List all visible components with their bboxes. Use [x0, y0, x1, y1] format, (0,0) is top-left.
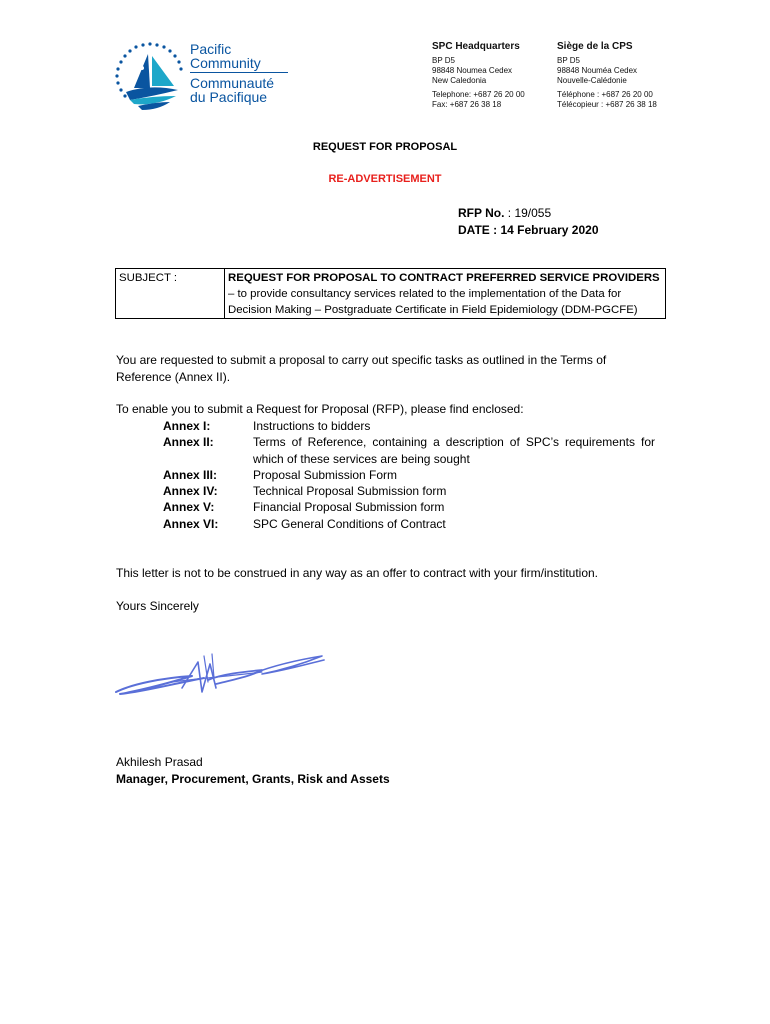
subject-table	[115, 268, 666, 319]
intro-paragraph: You are requested to submit a proposal to carry out specific tasks as outlined in the Terms of Reference (Annex II).	[116, 353, 607, 384]
annex-label: Annex III:	[163, 467, 218, 482]
disclaimer-paragraph: This letter is not to be construed in any way as an offer to contract with your firm/institution.	[116, 566, 599, 580]
annex-row	[163, 483, 663, 499]
annex-description: Instructions to bidders	[253, 419, 371, 433]
hq-en-heading: SPC Headquarters	[432, 41, 520, 52]
rfp-date: DATE : 14 February 2020	[458, 223, 599, 237]
hq-fr-line-3: Nouvelle-Calédonie	[557, 76, 627, 85]
subject-text: – to provide consultancy services related to the implementation of the Data for Decision Making – Postgraduate Certificate in Field Epidemiology (DDM-PGCFE)	[228, 288, 638, 316]
subject-label: SUBJECT :	[116, 269, 225, 319]
subject-heading: REQUEST FOR PROPOSAL TO CONTRACT PREFERRED SERVICE PROVIDERS	[228, 272, 660, 284]
hq-fr-phone: Téléphone : +687 26 20 00	[557, 90, 653, 99]
annex-description: Financial Proposal Submission form	[253, 500, 445, 515]
annex-row	[163, 499, 663, 515]
annex-description: SPC General Conditions of Contract	[253, 516, 446, 531]
annex-row	[163, 516, 663, 532]
rfp-number-value: : 19/055	[504, 206, 552, 220]
logo-line-4: du Pacifique	[190, 89, 268, 105]
document-title: REQUEST FOR PROPOSAL	[312, 141, 458, 153]
logo-line-1: Pacific	[190, 41, 232, 57]
annex-row	[163, 467, 663, 483]
hq-fr-line-2: 98848 Nouméa Cedex	[557, 66, 638, 75]
annex-list	[163, 418, 663, 532]
annex-label: Annex IV:	[163, 484, 218, 499]
hq-address-en	[432, 42, 525, 110]
annex-description: Technical Proposal Submission form	[253, 484, 447, 499]
spc-logo	[112, 40, 292, 112]
annex-description: Proposal Submission Form	[253, 467, 398, 482]
hq-fr-heading: Siège de la CPS	[557, 41, 633, 52]
hq-en-phone: Telephone: +687 26 20 00	[432, 90, 525, 99]
rfp-number-label: RFP No.	[458, 206, 505, 220]
enclosed-paragraph: To enable you to submit a Request for Proposal (RFP), please find enclosed:	[116, 402, 524, 416]
hq-fr-fax: Télécopieur : +687 26 38 18	[557, 100, 657, 109]
spc-emblem-icon	[112, 40, 188, 112]
annex-label: Annex I:	[163, 419, 211, 433]
logo-line-2: Community	[190, 55, 261, 71]
subject-cell	[225, 269, 666, 319]
signature-image	[112, 648, 332, 710]
closing-salutation: Yours Sincerely	[116, 599, 199, 613]
signer-role: Manager, Procurement, Grants, Risk and Assets	[116, 772, 390, 786]
annex-label: Annex II:	[163, 435, 214, 450]
logo-divider	[190, 72, 288, 73]
annex-label: Annex V:	[163, 500, 215, 515]
hq-en-line-2: 98848 Noumea Cedex	[432, 66, 513, 75]
signer-block	[116, 754, 390, 788]
hq-address-fr	[557, 42, 657, 110]
logo-line-3: Communauté	[190, 75, 275, 91]
signer-name: Akhilesh Prasad	[116, 755, 203, 769]
logo-wordmark	[190, 42, 288, 104]
annex-description: Terms of Reference, containing a description of SPC’s requirements for which of these services are being sought	[253, 435, 655, 466]
hq-en-line-3: New Caledonia	[432, 76, 487, 85]
rfp-number	[458, 206, 551, 220]
document-subtitle: RE-ADVERTISEMENT	[328, 173, 442, 185]
annex-row	[163, 434, 663, 467]
annex-label: Annex VI:	[163, 516, 219, 531]
annex-row	[163, 418, 663, 434]
hq-en-line-1: BP D5	[432, 56, 455, 65]
hq-fr-line-1: BP D5	[557, 56, 580, 65]
hq-en-fax: Fax: +687 26 38 18	[432, 100, 502, 109]
